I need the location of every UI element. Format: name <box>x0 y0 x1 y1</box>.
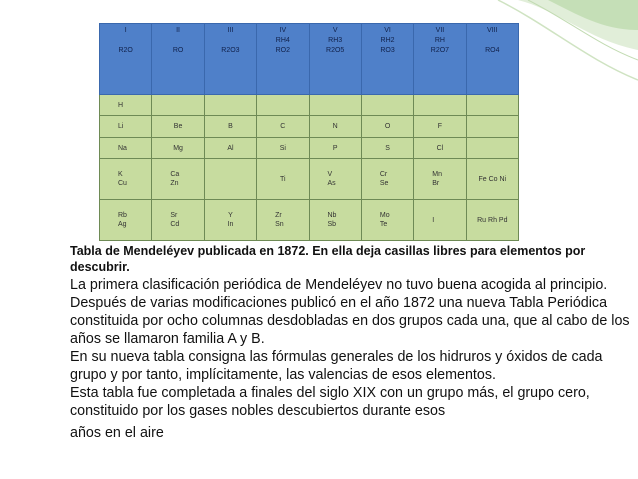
element-cell <box>100 94 152 115</box>
element-cell <box>309 94 361 115</box>
element-symbol: As <box>327 180 336 188</box>
element-cell <box>466 159 518 200</box>
element-cell <box>361 200 413 241</box>
element-cell <box>204 159 256 200</box>
group-header-2 <box>152 24 204 95</box>
paragraph-formulas: En su nueva tabla consigna las fórmulas generales de los hidruros y óxidos de cada grupo y por tanto, implícitamente, las valencias de esos elementos. <box>70 349 603 383</box>
element-symbol: Li <box>118 123 124 131</box>
element-cell <box>361 116 413 137</box>
element-symbol: Ti <box>280 175 286 183</box>
element-cell <box>152 200 204 241</box>
group-header-line: II <box>176 27 180 34</box>
element-cell <box>414 159 466 200</box>
element-symbol: Na <box>118 144 127 152</box>
table-row <box>100 94 519 115</box>
element-symbol: S <box>385 144 390 152</box>
element-cell <box>414 94 466 115</box>
element-cell <box>204 200 256 241</box>
element-symbol: Mn <box>432 171 442 179</box>
table-header-row <box>100 24 519 95</box>
group-header-line <box>100 36 151 46</box>
table-row <box>100 116 519 137</box>
element-symbol: V <box>327 171 333 179</box>
group-header-line: IV <box>279 27 287 34</box>
element-symbol: K <box>118 171 123 179</box>
group-header-line: RH2 <box>380 37 395 44</box>
group-header-line: III <box>227 27 234 34</box>
element-cell <box>466 200 518 241</box>
group-header-line: R2O <box>118 47 133 54</box>
element-cell <box>100 116 152 137</box>
group-header-line: R2O3 <box>221 47 240 54</box>
group-header-line: R2O5 <box>326 47 345 54</box>
element-symbol: Nb <box>327 212 337 220</box>
element-symbol: Cd <box>170 221 180 229</box>
element-symbol: Fe Co Ni <box>478 175 507 183</box>
element-cell <box>152 137 204 158</box>
group-header-line: RH <box>434 37 445 44</box>
paragraph-intro: La primera clasificación periódica de Mendeléyev no tuvo buena acogida al principio. Después de varias modificaciones publicó en el año 1872 una nueva Tabla Periódica constituida por ocho columnas desdobladas en dos grupos cada una, que al cabo de los años se llamaron familia A y B. <box>70 277 630 347</box>
paragraph-ending: años en el aire <box>70 425 164 441</box>
element-symbol: Cl <box>436 144 444 152</box>
group-header-line: VI <box>384 27 391 34</box>
element-symbol: Ru Rh Pd <box>477 216 508 224</box>
paragraph-completion: Esta tabla fue completada a finales del siglo XIX con un grupo más, el grupo cero, constituido por los gases nobles descubiertos durante esos <box>70 385 590 419</box>
element-symbol: Si <box>279 144 286 152</box>
group-header-3 <box>204 24 256 95</box>
element-symbol: H <box>118 101 124 109</box>
group-header-line: I <box>124 27 127 34</box>
element-symbol: P <box>332 144 338 152</box>
element-symbol: Mo <box>379 212 390 220</box>
element-cell <box>100 137 152 158</box>
element-symbol: In <box>227 221 234 229</box>
element-cell <box>257 116 309 137</box>
group-header-line: R2O7 <box>430 47 450 54</box>
group-header-7 <box>414 24 466 95</box>
element-symbol: Ag <box>118 221 127 229</box>
group-header-line: RH3 <box>328 37 343 44</box>
table-caption: Tabla de Mendeléyev publicada en 1872. En ella deja casillas libres para elementos por descubrir. <box>70 244 586 274</box>
body-text <box>70 276 635 442</box>
element-cell <box>361 94 413 115</box>
element-cell <box>257 200 309 241</box>
mendeleev-periodic-table <box>99 23 519 241</box>
group-header-5 <box>309 24 361 95</box>
element-symbol: Br <box>432 180 440 188</box>
element-symbol: Zr <box>275 212 282 220</box>
element-cell <box>309 200 361 241</box>
mendeleev-table-image <box>99 23 519 241</box>
group-header-line: RO <box>172 47 184 54</box>
group-header-line: RH4 <box>275 37 290 44</box>
element-symbol: Se <box>379 180 389 188</box>
element-symbol: Zn <box>170 180 179 188</box>
group-header-line <box>205 36 256 46</box>
element-cell <box>466 116 518 137</box>
element-cell <box>204 137 256 158</box>
group-header-6 <box>361 24 413 95</box>
element-symbol: Be <box>173 123 183 131</box>
element-symbol: Al <box>227 144 234 152</box>
element-cell <box>152 116 204 137</box>
element-cell <box>466 137 518 158</box>
table-row <box>100 137 519 158</box>
group-header-line: RO2 <box>275 47 291 54</box>
element-cell <box>204 116 256 137</box>
element-cell <box>100 200 152 241</box>
element-symbol: F <box>437 123 443 131</box>
element-symbol: Y <box>228 212 233 220</box>
group-header-line: V <box>332 27 338 34</box>
element-cell <box>309 137 361 158</box>
element-cell <box>257 159 309 200</box>
element-cell <box>309 159 361 200</box>
element-cell <box>100 159 152 200</box>
element-cell <box>152 94 204 115</box>
element-symbol: N <box>332 123 338 131</box>
element-symbol: Rb <box>118 212 127 220</box>
table-row <box>100 200 519 241</box>
element-symbol: Mg <box>173 144 183 152</box>
group-header-8 <box>466 24 518 95</box>
element-cell <box>466 94 518 115</box>
element-symbol: C <box>280 123 286 131</box>
group-header-1 <box>100 24 152 95</box>
group-header-line: RO3 <box>380 47 395 54</box>
element-symbol: Te <box>379 221 388 229</box>
element-symbol: Cu <box>118 180 127 188</box>
element-symbol: Ca <box>170 171 180 179</box>
element-symbol: Sn <box>275 221 284 229</box>
group-header-4 <box>257 24 309 95</box>
element-cell <box>361 159 413 200</box>
element-symbol: Sb <box>327 221 337 229</box>
group-header-line: VIII <box>487 27 498 34</box>
element-cell <box>257 137 309 158</box>
group-header-line: RO4 <box>485 47 500 54</box>
element-symbol: B <box>228 123 233 131</box>
group-header-line: VII <box>435 27 445 34</box>
group-header-line <box>467 36 518 46</box>
table-row <box>100 159 519 200</box>
element-symbol: I <box>432 216 435 224</box>
element-cell <box>204 94 256 115</box>
element-cell <box>309 116 361 137</box>
element-symbol: O <box>384 123 391 131</box>
element-cell <box>152 159 204 200</box>
element-symbol: Sr <box>170 212 178 220</box>
element-cell <box>414 137 466 158</box>
element-cell <box>361 137 413 158</box>
element-cell <box>414 116 466 137</box>
element-cell <box>257 94 309 115</box>
element-cell <box>414 200 466 241</box>
element-symbol: Cr <box>379 171 388 179</box>
group-header-line <box>152 36 203 46</box>
